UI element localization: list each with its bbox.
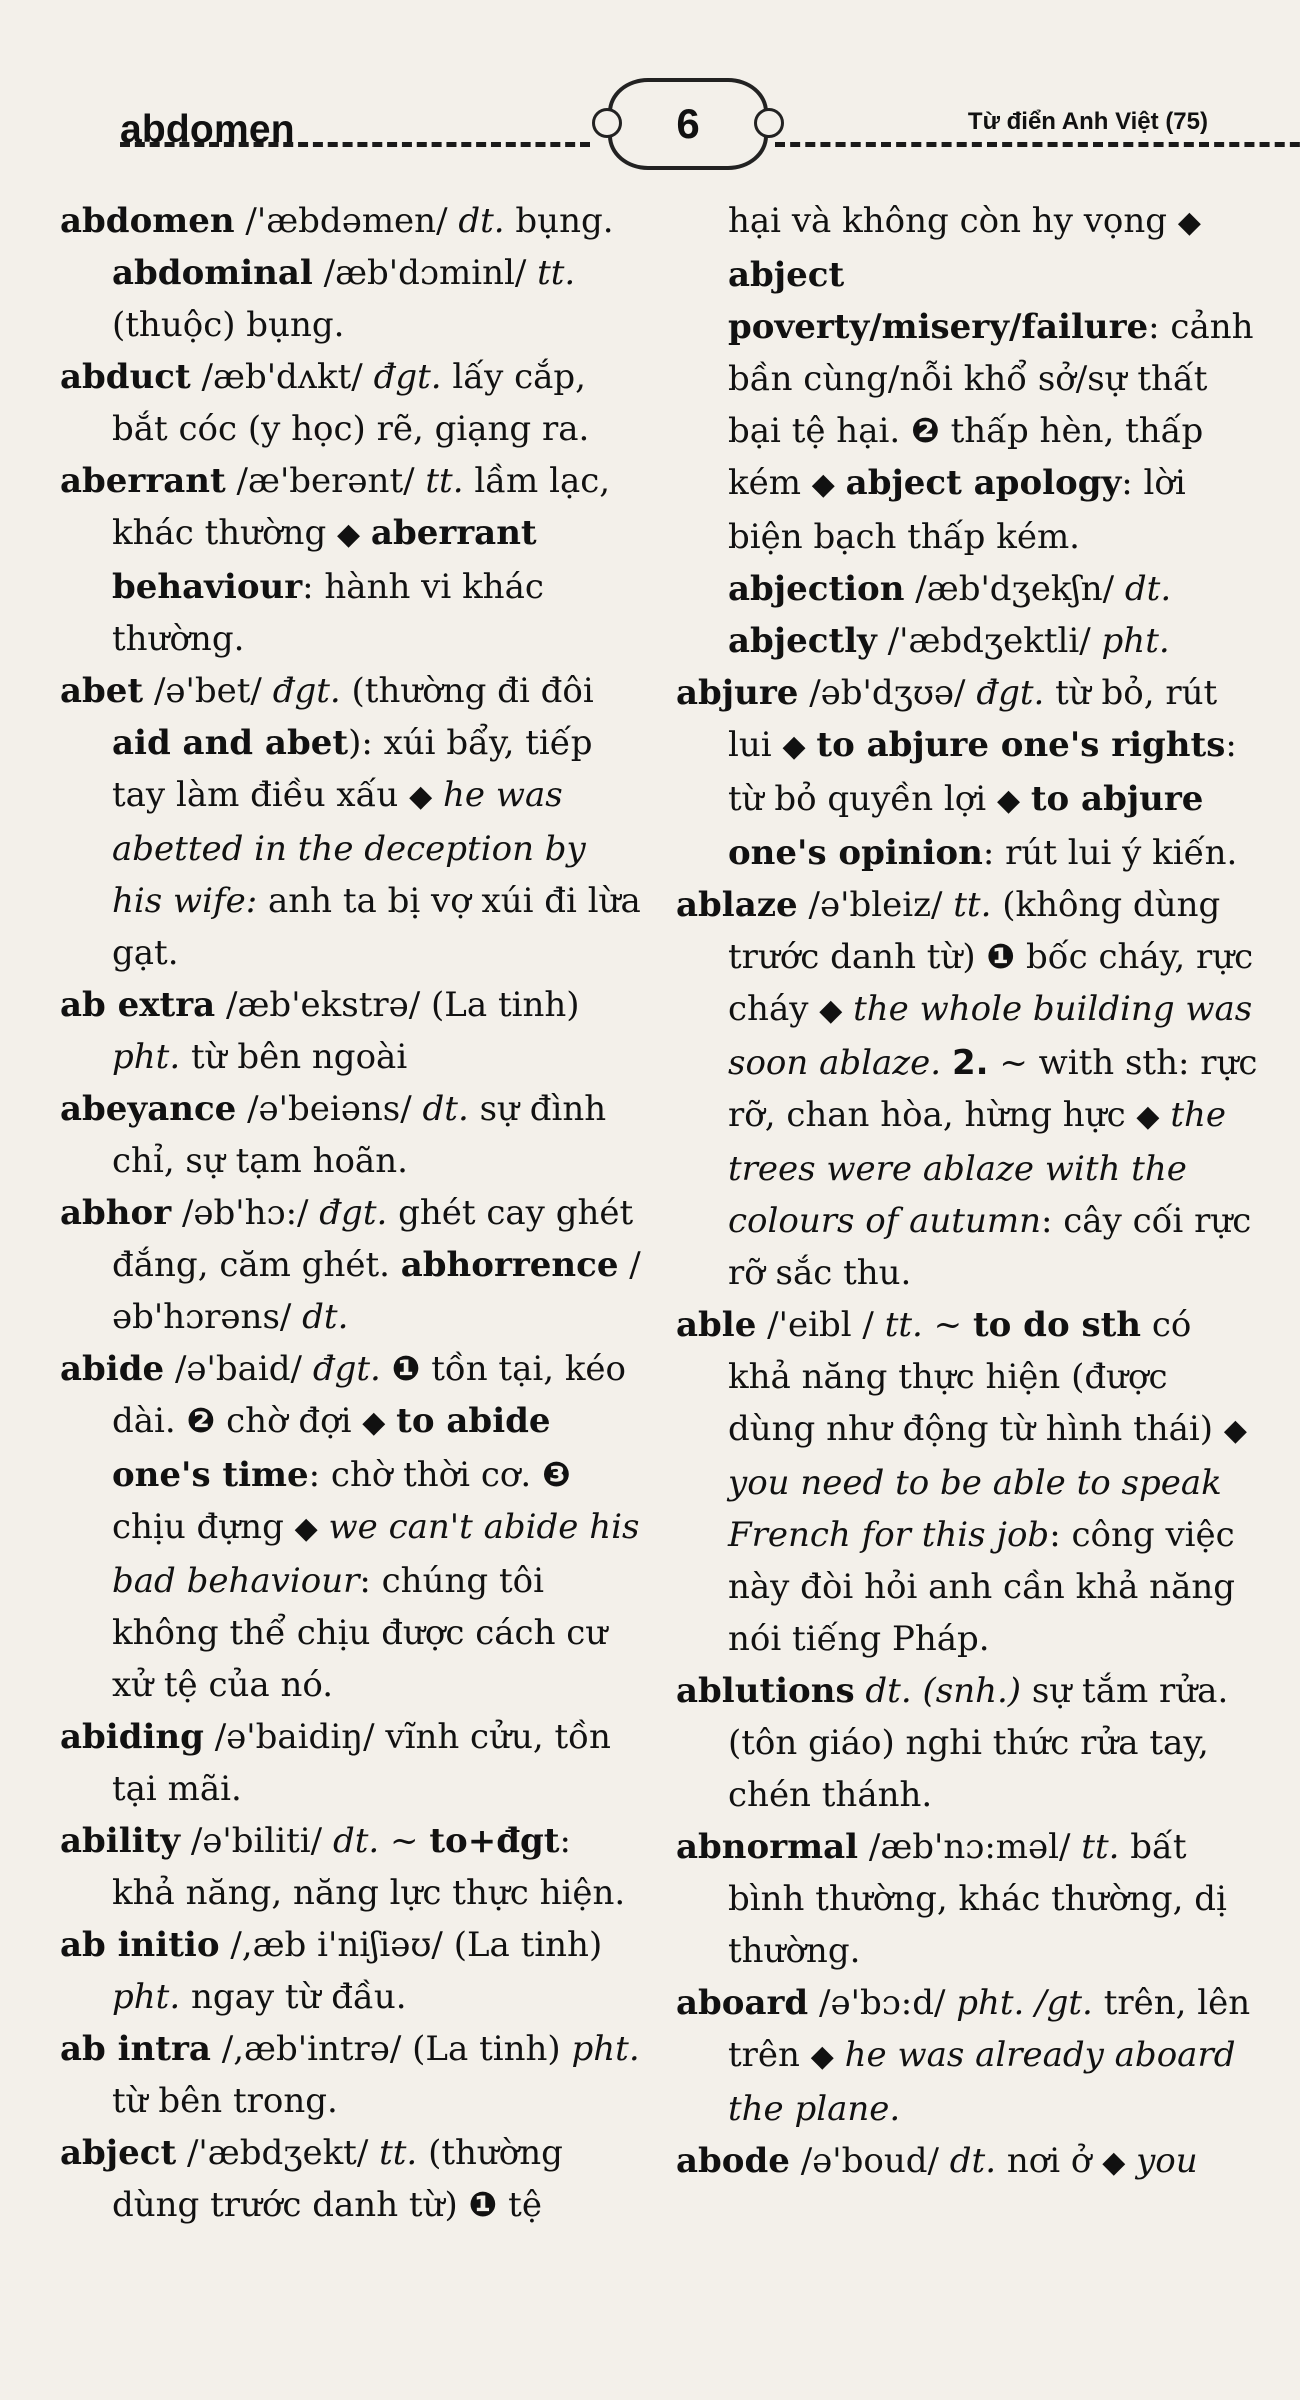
definition: tồn tại, kéo dài. (112, 1349, 627, 1441)
pronunciation: /æb'dɔminl/ (323, 253, 527, 293)
pronunciation: /'æbdəmen/ (245, 201, 448, 241)
example-sentence: you (1136, 2141, 1198, 2181)
part-of-speech: dt. (302, 1297, 349, 1337)
headword: ab extra (60, 985, 216, 1025)
headword: aboard (676, 1983, 809, 2023)
example-phrase: aberrant behaviour (112, 513, 537, 607)
collocation: to+đgt (429, 1821, 560, 1861)
pronunciation: /æb'ekstrə/ (226, 985, 421, 1025)
dictionary-columns (60, 195, 1258, 2231)
tilde: ~ (933, 1305, 963, 1345)
headword: abdomen (60, 201, 235, 241)
definition: vĩnh cửu, tồn tại mãi. (112, 1717, 611, 1809)
pronunciation: /æb'dʌkt/ (201, 357, 363, 397)
entry-able (676, 1299, 1258, 1665)
diamond-icon: ◆ (337, 517, 361, 552)
part-of-speech: đgt. (312, 1349, 381, 1389)
part-of-speech: dt. (1124, 569, 1172, 609)
entry-abject (60, 2127, 642, 2231)
headword: abet (60, 671, 144, 711)
headword: abhor (60, 1193, 172, 1233)
diamond-icon: ◆ (1223, 1413, 1247, 1448)
pronunciation: /əb'dʒʊə/ (809, 673, 966, 713)
pronunciation: /,æb i'niʃiəʊ/ (230, 1925, 443, 1965)
part-of-speech: tt. (379, 2133, 418, 2173)
definition: bụng. (504, 201, 614, 241)
right-column (676, 195, 1258, 2231)
definition: từ bên ngoài (190, 1037, 408, 1077)
example-sentence: he was abetted in the deception by his wife: (112, 775, 586, 921)
definition: ghét cay ghét đắng, căm ghét. (112, 1193, 634, 1285)
entry-abiding (60, 1711, 642, 1815)
part-of-speech: pht. (1101, 621, 1170, 661)
headword: abiding (60, 1717, 204, 1757)
part-of-speech: đgt. (319, 1193, 388, 1233)
origin-note: (La tinh) (431, 985, 580, 1025)
definition: (thuộc) bụng. (112, 305, 345, 345)
entry-abdomen (60, 195, 642, 351)
part-of-speech: dt. (865, 1671, 912, 1711)
entry-abide (60, 1343, 642, 1711)
usage-note: (không dùng trước danh từ) (728, 885, 1221, 977)
example-sentence: the whole building was soon ablaze. (728, 989, 1253, 1083)
example-phrase: to abide one's time (112, 1401, 551, 1495)
definition: ~ with sth: rực rỡ, chan hòa, hừng hực (728, 1043, 1258, 1135)
sense-number: ❸ (541, 1455, 571, 1495)
definition: sự tắm rửa. (tôn giáo) nghi thức rửa tay, chén thánh. (728, 1671, 1229, 1815)
diamond-icon: ◆ (819, 993, 843, 1028)
origin-note: (La tinh) (453, 1925, 603, 1965)
definition: (thường đi đôi (351, 671, 594, 711)
entry-aboard (676, 1977, 1258, 2135)
page-number-badge (608, 78, 768, 170)
diamond-icon: ◆ (996, 783, 1021, 818)
example-translation: : chờ thời cơ. (308, 1455, 532, 1495)
example-translation: : công việc này đòi hỏi anh cần khả năng nói tiếng Pháp. (728, 1515, 1236, 1659)
definition: bất bình thường, khác thường, dị thường. (728, 1827, 1227, 1971)
pronunciation: /əb'hɔrəns/ (112, 1245, 641, 1337)
definition: lầm lạc, khác thường (112, 461, 611, 553)
pronunciation: /æ'berənt/ (236, 461, 415, 501)
entry-abjure (676, 667, 1258, 879)
entry-ablaze (676, 879, 1258, 1299)
definition: : khả năng, năng lực thực hiện. (112, 1821, 626, 1913)
example-sentence: we can't abide his bad behaviour (112, 1507, 640, 1601)
headword: able (676, 1305, 757, 1345)
diamond-icon: ◆ (811, 467, 835, 502)
pronunciation: /,æb'intrə/ (221, 2029, 402, 2069)
sense-number: ❶ (986, 937, 1016, 977)
diamond-icon: ◆ (782, 729, 806, 764)
sense-number: ❷ (186, 1401, 216, 1441)
pronunciation: /'æbdʒekt/ (186, 2133, 369, 2173)
entry-abject-continued (676, 195, 1258, 667)
entry-abnormal (676, 1821, 1258, 1977)
definition: bốc cháy, rực cháy (728, 937, 1254, 1029)
part-of-speech: đgt. (373, 357, 442, 397)
example-phrase: to abjure one's rights (816, 725, 1226, 765)
diamond-icon: ◆ (1136, 1099, 1160, 1134)
definition: từ bên trong. (112, 2081, 338, 2121)
part-of-speech: tt. (1081, 1827, 1120, 1867)
example-phrase: abject poverty/misery/failure (728, 255, 1149, 347)
headword: abide (60, 1349, 165, 1389)
entry-ab-initio (60, 1919, 642, 2023)
part-of-speech: dt. (422, 1089, 469, 1129)
part-of-speech: pht. (112, 1037, 181, 1077)
pronunciation: /ə'biliti/ (190, 1821, 323, 1861)
definition: lấy cắp, bắt cóc (y học) rẽ, giạng ra. (112, 357, 590, 449)
headword: ablaze (676, 885, 798, 925)
header-dashed-rule-right (775, 142, 1300, 147)
diamond-icon: ◆ (362, 1405, 386, 1440)
derived-word: abjectly (728, 621, 877, 661)
part-of-speech: pht. (571, 2029, 640, 2069)
pronunciation: /ə'bleiz/ (808, 885, 943, 925)
diamond-icon: ◆ (810, 2039, 834, 2074)
definition: từ bỏ, rút lui (728, 673, 1218, 765)
example-translation: : lời biện bạch thấp kém. (728, 463, 1186, 557)
sense-number: 2. (951, 1043, 989, 1083)
pronunciation: /ə'bet/ (153, 671, 262, 711)
pronunciation: /æb'dʒekʃn/ (915, 569, 1115, 609)
derived-word: abdominal (112, 253, 313, 293)
definition: ngay từ đầu. (190, 1977, 407, 2017)
part-of-speech: tt. (425, 461, 464, 501)
pronunciation: /'eibl / (767, 1305, 874, 1345)
pronunciation: /ə'baid/ (174, 1349, 302, 1389)
page-number: 6 (676, 100, 700, 147)
entry-ab-extra (60, 979, 642, 1083)
entry-abode (676, 2135, 1258, 2189)
definition: hại và không còn hy vọng (728, 201, 1168, 241)
part-of-speech: dt. (949, 2141, 997, 2181)
example-translation: anh ta bị vợ xúi đi lừa gạt. (112, 881, 641, 973)
entry-abet (60, 665, 642, 979)
sense-number: ❷ (910, 411, 940, 451)
definition: có khả năng thực hiện (được dùng như động từ hình thái) (728, 1305, 1214, 1449)
part-of-speech: tt. (537, 253, 576, 293)
left-column (60, 195, 642, 2231)
headword: abode (676, 2141, 790, 2181)
tilde: ~ (390, 1821, 419, 1861)
part-of-speech: tt. (953, 885, 992, 925)
header-book-title: Từ điển Anh Việt (75) (967, 108, 1208, 135)
headword: aberrant (60, 461, 226, 501)
pronunciation: /ə'beiəns/ (247, 1089, 412, 1129)
pronunciation: /əb'hɔ:/ (181, 1193, 309, 1233)
part-of-speech: dt. (332, 1821, 380, 1861)
example-phrase: abject apology (845, 463, 1122, 503)
example-translation: : rút lui ý kiến. (982, 833, 1238, 873)
part-of-speech: dt. (458, 201, 505, 241)
definition: trên, lên trên (728, 1983, 1251, 2075)
example-translation: : từ bỏ quyền lợi (728, 725, 1237, 819)
definition: thấp hèn, thấp kém (728, 411, 1204, 503)
diamond-icon: ◆ (294, 1511, 318, 1546)
headword: ability (60, 1821, 181, 1861)
entry-ability (60, 1815, 642, 1919)
part-of-speech: đgt. (272, 671, 341, 711)
origin-note: (La tinh) (412, 2029, 561, 2069)
headword: abeyance (60, 1089, 237, 1129)
definition: tệ (508, 2185, 542, 2225)
headword: abduct (60, 357, 191, 397)
example-phrase: to abjure one's opinion (728, 779, 1204, 873)
pronunciation: /æb'nɔ:məl/ (868, 1827, 1071, 1867)
headword: ablutions (676, 1671, 855, 1711)
part-of-speech: đgt. (976, 673, 1045, 713)
part-of-speech: pht. /gt. (956, 1983, 1093, 2023)
example-translation: : cây cối rực rỡ sắc thu. (728, 1201, 1252, 1293)
headword: ab intra (60, 2029, 211, 2069)
sense-number: ❶ (468, 2185, 498, 2225)
diamond-icon: ◆ (1102, 2145, 1126, 2180)
headword: ab initio (60, 1925, 220, 1965)
derived-word: abhorrence (400, 1245, 619, 1285)
part-of-speech: tt. (884, 1305, 923, 1345)
definition: chờ đợi (226, 1401, 352, 1441)
example-sentence: the trees were ablaze with the colours of autumn (728, 1095, 1226, 1241)
pronunciation: /ə'boud/ (800, 2141, 939, 2181)
definition: nơi ở (1006, 2141, 1092, 2181)
page-header (60, 0, 1258, 205)
example-sentence: you need to be able to speak French for this job (728, 1463, 1222, 1555)
entry-abhor (60, 1187, 642, 1343)
example-translation: : chúng tôi không thể chịu được cách cư xử tệ của nó. (112, 1561, 608, 1705)
definition: ): xúi bẩy, tiếp tay làm điều xấu (112, 723, 593, 815)
headword: abnormal (676, 1827, 859, 1867)
pronunciation: /'æbdʒektli/ (887, 621, 1091, 661)
headword: abject (60, 2133, 177, 2173)
entry-abeyance (60, 1083, 642, 1187)
entry-ab-intra (60, 2023, 642, 2127)
entry-abduct (60, 351, 642, 455)
pronunciation: /ə'bɔ:d/ (819, 1983, 946, 2023)
derived-word: abjection (728, 569, 905, 609)
part-of-speech: pht. (112, 1977, 181, 2017)
example-translation: : hành vi khác thường. (112, 567, 544, 659)
collocation: to do sth (972, 1305, 1142, 1345)
usage-note: (thường dùng trước danh từ) (112, 2133, 563, 2225)
headword: abjure (676, 673, 799, 713)
header-guide-word: abdomen (120, 108, 295, 151)
entry-aberrant (60, 455, 642, 665)
sense-number: ❶ (391, 1349, 421, 1389)
entry-ablutions (676, 1665, 1258, 1821)
usage-note: (snh.) (922, 1671, 1022, 1711)
example-translation: : cảnh bần cùng/nỗi khổ sở/sự thất bại tệ hại. (728, 307, 1254, 451)
diamond-icon: ◆ (409, 779, 433, 814)
collocation: aid and abet (112, 723, 349, 763)
example-sentence: he was already aboard the plane. (728, 2035, 1236, 2129)
definition: sự đình chỉ, sự tạm hoãn. (112, 1089, 607, 1181)
definition: chịu đựng (112, 1507, 284, 1547)
diamond-icon: ◆ (1177, 205, 1201, 240)
pronunciation: /ə'baidiŋ/ (214, 1717, 375, 1757)
